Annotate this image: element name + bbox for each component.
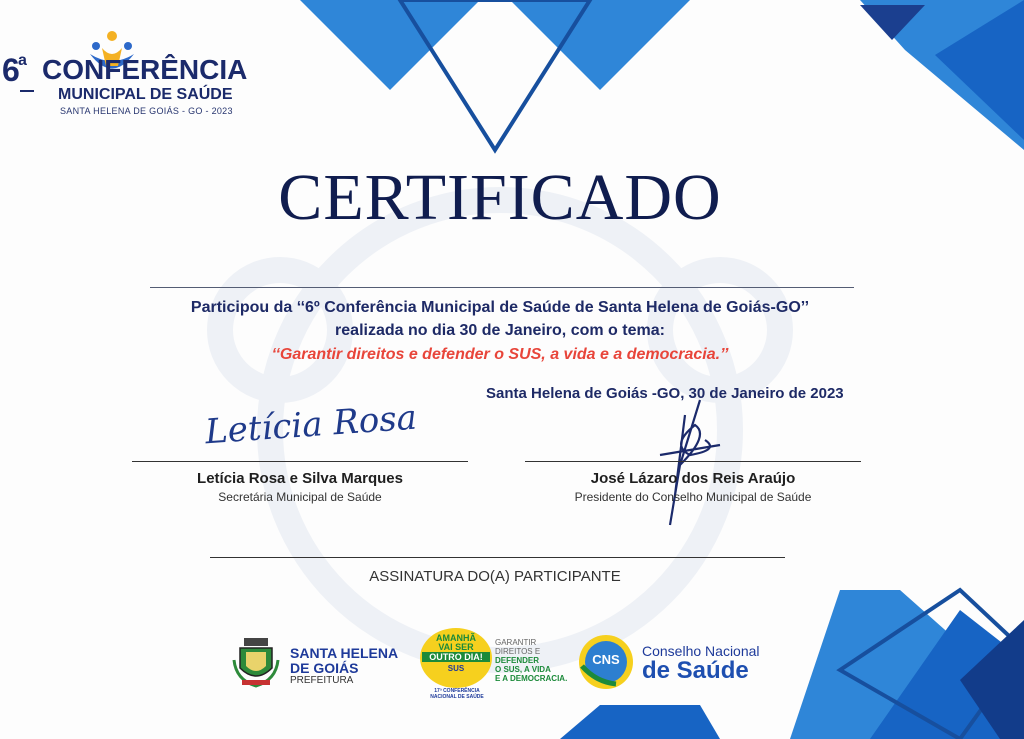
conference-text-5: E A DEMOCRACIA. <box>495 674 568 683</box>
title-divider <box>150 287 854 288</box>
logo-number: 6 <box>2 52 19 88</box>
logo-superscript: a <box>18 52 27 69</box>
body-line-2: realizada no dia 30 de Janeiro, com o tema: <box>335 322 665 339</box>
badge-text-2: VAI SER <box>438 642 474 652</box>
cns-line-2: de Saúde <box>642 657 749 684</box>
prefeitura-line-2: DE GOIÁS <box>290 660 359 676</box>
conference-caption-2: NACIONAL DE SAÚDE <box>430 694 484 700</box>
certificate-title: CERTIFICADO <box>278 161 722 234</box>
bottom-center-shape <box>560 705 720 739</box>
top-triangle-left <box>300 0 480 90</box>
signature-line-left <box>132 461 468 462</box>
conference-caption-1: 17ª CONFERÊNCIA <box>434 688 480 694</box>
theme-line: ‘‘Garantir direitos e defender o SUS, a vida e a democracia.’’ <box>271 346 729 363</box>
top-triangle-right <box>510 0 690 90</box>
coat-of-arms-icon <box>232 636 280 688</box>
conference-text-4: O SUS, A VIDA <box>495 665 551 674</box>
conference-text-3: DEFENDER <box>495 656 540 665</box>
logo-underline <box>20 90 34 92</box>
conference-text-2: DIREITOS E <box>495 647 541 656</box>
signature-script-left: Letícia Rosa <box>203 397 419 453</box>
cns-badge-text: CNS <box>592 652 620 667</box>
date-line: Santa Helena de Goiás -GO, 30 de Janeiro de 2023 <box>486 385 844 402</box>
signature-scribble-right <box>640 395 740 535</box>
badge-text-3: OUTRO DIA! <box>422 652 490 662</box>
prefeitura-line-1: SANTA HELENA <box>290 645 399 661</box>
badge-text-4: SUS <box>447 664 465 673</box>
cns-line-1: Conselho Nacional <box>642 643 760 659</box>
signer-name-left: Letícia Rosa e Silva Marques <box>197 470 403 487</box>
logo-city: SANTA HELENA DE GOIÁS - GO - 2023 <box>60 106 233 116</box>
signer-role-right: Presidente do Conselho Municipal de Saúde <box>574 490 812 504</box>
participant-label: ASSINATURA DO(A) PARTICIPANTE <box>369 568 621 585</box>
signature-line-right <box>525 461 861 462</box>
badge-text-1: AMANHÃ <box>436 633 476 643</box>
prefeitura-line-3: PREFEITURA <box>290 675 354 686</box>
signer-role-left: Secretária Municipal de Saúde <box>218 490 382 504</box>
signer-name-right: José Lázaro dos Reis Araújo <box>590 470 796 487</box>
participant-signature-line <box>210 557 785 558</box>
logo-subtitle: MUNICIPAL DE SAÚDE <box>58 86 233 103</box>
body-line-1: Participou da ‘‘6º Conferência Municipal de Saúde de Santa Helena de Goiás-GO’’ <box>190 299 810 316</box>
logo-word: CONFERÊNCIA <box>42 54 248 85</box>
conference-text-1: GARANTIR <box>495 638 537 647</box>
